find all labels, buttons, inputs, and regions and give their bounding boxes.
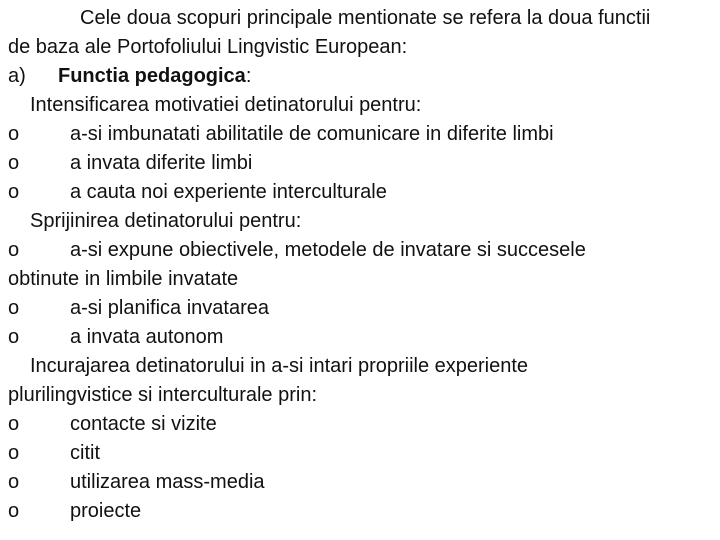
list-item-continuation: obtinute in limbile invatate	[8, 268, 239, 290]
group3-heading-line-2: plurilingvistice si interculturale prin:	[8, 384, 318, 406]
list-item: utilizarea mass-media	[70, 471, 265, 493]
list-item: contacte si vizite	[70, 413, 217, 435]
bullet-marker: o	[8, 471, 20, 493]
group2-heading: Sprijinirea detinatorului pentru:	[30, 210, 302, 232]
list-item: citit	[70, 442, 100, 464]
list-item: a-si expune obiectivele, metodele de invatare si succesele	[70, 239, 586, 261]
section-a-title: Functia pedagogica:	[58, 65, 252, 87]
bullet-marker: o	[8, 326, 20, 348]
list-item: a invata autonom	[70, 326, 224, 348]
bullet-marker: o	[8, 297, 20, 319]
list-item: a cauta noi experiente interculturale	[70, 181, 387, 203]
bullet-marker: o	[8, 123, 20, 145]
intro-line-1: Cele doua scopuri principale mentionate se refera la doua functii	[80, 7, 651, 29]
intro-line-2: de baza ale Portofoliului Lingvistic European:	[8, 36, 408, 58]
bullet-marker: o	[8, 181, 20, 203]
list-item: proiecte	[70, 500, 142, 522]
group1-heading: Intensificarea motivatiei detinatorului pentru:	[30, 94, 422, 116]
group3-heading-line-1: Incurajarea detinatorului in a-si intari propriile experiente	[30, 355, 529, 377]
list-item: a invata diferite limbi	[70, 152, 253, 174]
list-item: a-si planifica invatarea	[70, 297, 269, 319]
bullet-marker: o	[8, 442, 20, 464]
list-item: a-si imbunatati abilitatile de comunicare in diferite limbi	[70, 123, 554, 145]
section-a-marker: a)	[8, 65, 26, 87]
bullet-marker: o	[8, 239, 20, 261]
bullet-marker: o	[8, 413, 20, 435]
bullet-marker: o	[8, 152, 20, 174]
bullet-marker: o	[8, 500, 20, 522]
